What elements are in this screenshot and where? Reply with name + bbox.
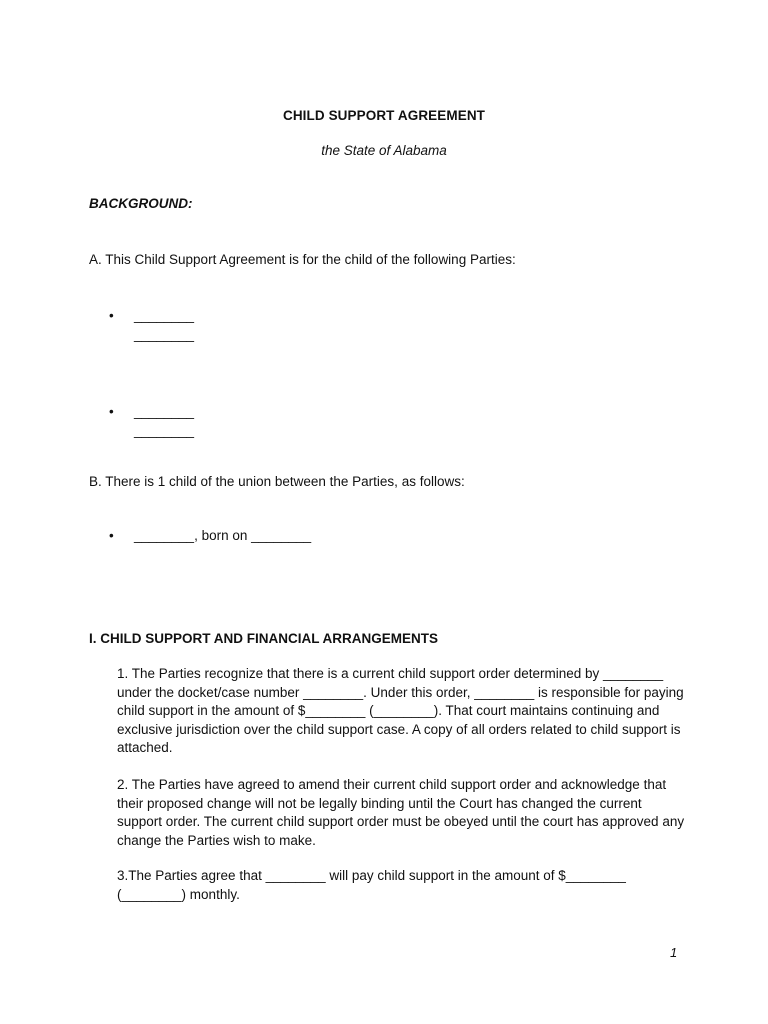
bullet-icon: • <box>109 404 114 419</box>
paragraph-a: A. This Child Support Agreement is for the child of the following Parties: <box>89 252 516 267</box>
party-lines <box>134 306 194 344</box>
party-name-blank: ________ <box>134 404 195 419</box>
clause-3: 3.The Parties agree that ________ will pay child support in the amount of $________ (________) monthly. <box>117 868 626 902</box>
child-entry: ________, born on ________ <box>134 528 312 543</box>
bullet-icon: • <box>109 528 114 543</box>
party-list-item <box>109 402 194 440</box>
paragraph-b: B. There is 1 child of the union between the Parties, as follows: <box>89 474 465 489</box>
document-subtitle: the State of Alabama <box>321 143 447 158</box>
background-heading: BACKGROUND: <box>89 196 193 211</box>
page-number: 1 <box>670 945 678 960</box>
document-title: CHILD SUPPORT AGREEMENT <box>282 108 486 123</box>
party-address-blank: ________ <box>134 327 195 342</box>
clause-2: 2. The Parties have agreed to amend their current child support order and acknowledge that their proposed change will not be legally binding until the Court has changed the current support order. The current child support order must be obeyed until the court has approved any change the Parties wish to make. <box>117 777 685 848</box>
section-heading: I. CHILD SUPPORT AND FINANCIAL ARRANGEMENTS <box>89 631 439 646</box>
clause-1: 1. The Parties recognize that there is a current child support order determined by ________ under the docket/case number ________. Under this order, ________ is responsible for paying child support in the amount of $________ (________). That court maintains continuing and exclusive jurisdiction over the child support case. A copy of all orders related to child support is attached. <box>117 666 684 756</box>
party-list-item <box>109 306 194 344</box>
party-lines <box>134 402 194 440</box>
party-name-blank: ________ <box>134 308 195 323</box>
bullet-icon: • <box>109 308 114 323</box>
child-list-item <box>109 526 311 545</box>
party-address-blank: ________ <box>134 423 195 438</box>
